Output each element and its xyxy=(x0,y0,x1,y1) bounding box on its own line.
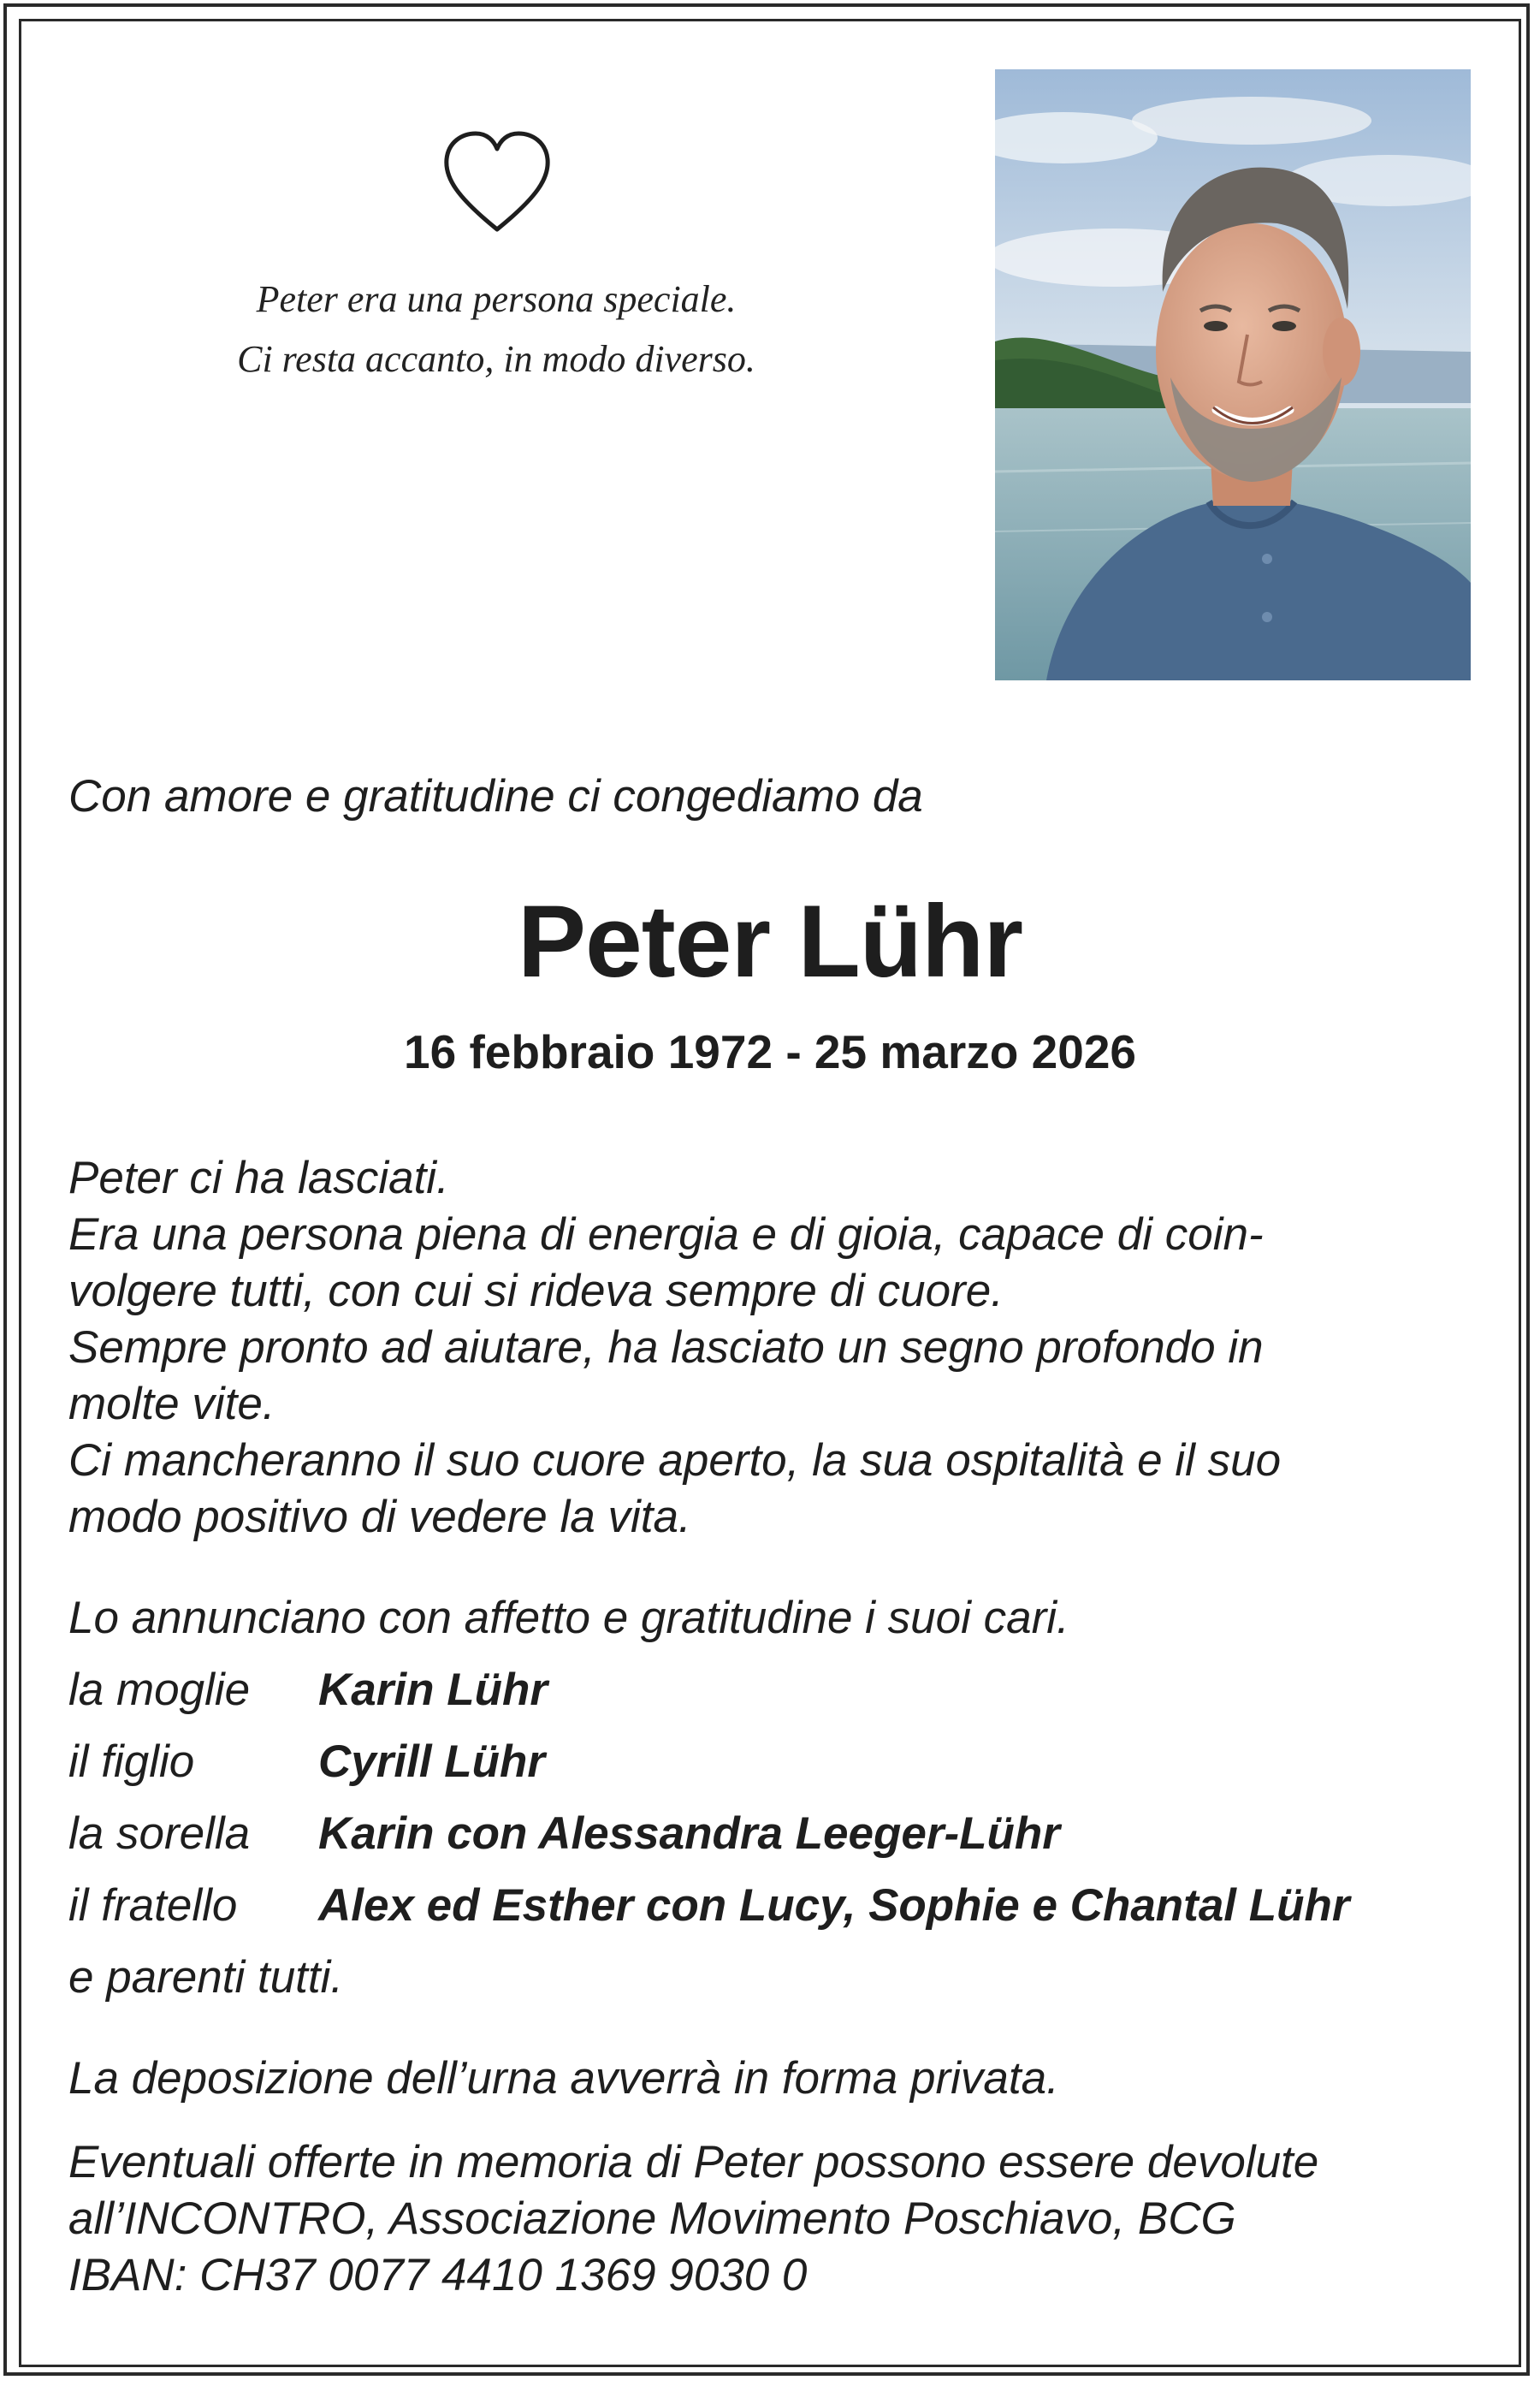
donation-line-2: all’INCONTRO, Associazione Movimento Poschiavo, BCG xyxy=(68,2193,1236,2244)
intro-text: Con amore e gratitudine ci congediamo da xyxy=(68,771,923,822)
family-relation-wife: la moglie xyxy=(68,1665,251,1715)
burial-note: La deposizione dell’urna avverrà in forma privata. xyxy=(68,2053,1059,2104)
family-name-wife: Karin Lühr xyxy=(318,1665,548,1715)
tribute-line-7: modo positivo di vedere la vita. xyxy=(68,1492,691,1542)
family-name-son: Cyrill Lühr xyxy=(318,1736,546,1787)
portrait-photo xyxy=(995,69,1471,680)
family-name-sister: Karin con Alessandra Leeger-Lühr xyxy=(318,1808,1060,1859)
quote-line-2: Ci resta accanto, in modo diverso. xyxy=(237,338,755,380)
donation-line-1: Eventuali offerte in memoria di Peter possono essere devolute xyxy=(68,2137,1319,2187)
quote-line-1: Peter era una persona speciale. xyxy=(256,278,737,320)
life-dates: 16 febbraio 1972 - 25 marzo 2026 xyxy=(403,1025,1137,1078)
tribute-line-4: Sempre pronto ad aiutare, ha lasciato un segno profondo in xyxy=(68,1322,1264,1373)
family-name-brother: Alex ed Esther con Lucy, Sophie e Chantal Lühr xyxy=(318,1880,1350,1931)
tribute-line-6: Ci mancheranno il suo cuore aperto, la sua ospitalità e il suo xyxy=(68,1435,1282,1486)
tribute-line-1: Peter ci ha lasciati. xyxy=(68,1153,449,1203)
family-relation-sister: la sorella xyxy=(68,1808,251,1859)
relatives-text: e parenti tutti. xyxy=(68,1952,344,2003)
tribute-line-3: volgere tutti, con cui si rideva sempre di cuore. xyxy=(68,1266,1004,1316)
tribute-line-5: molte vite. xyxy=(68,1379,275,1429)
donation-iban: IBAN: CH37 0077 4410 1369 9030 0 xyxy=(68,2250,808,2300)
family-relation-brother: il fratello xyxy=(68,1880,238,1931)
heart-icon xyxy=(440,128,554,240)
announcement-text: Lo annunciano con affetto e gratitudine i suoi cari. xyxy=(68,1593,1069,1643)
deceased-name: Peter Lühr xyxy=(517,884,1023,999)
tribute-line-2: Era una persona piena di energia e di gioia, capace di coin- xyxy=(68,1209,1264,1260)
family-relation-son: il figlio xyxy=(68,1736,195,1787)
